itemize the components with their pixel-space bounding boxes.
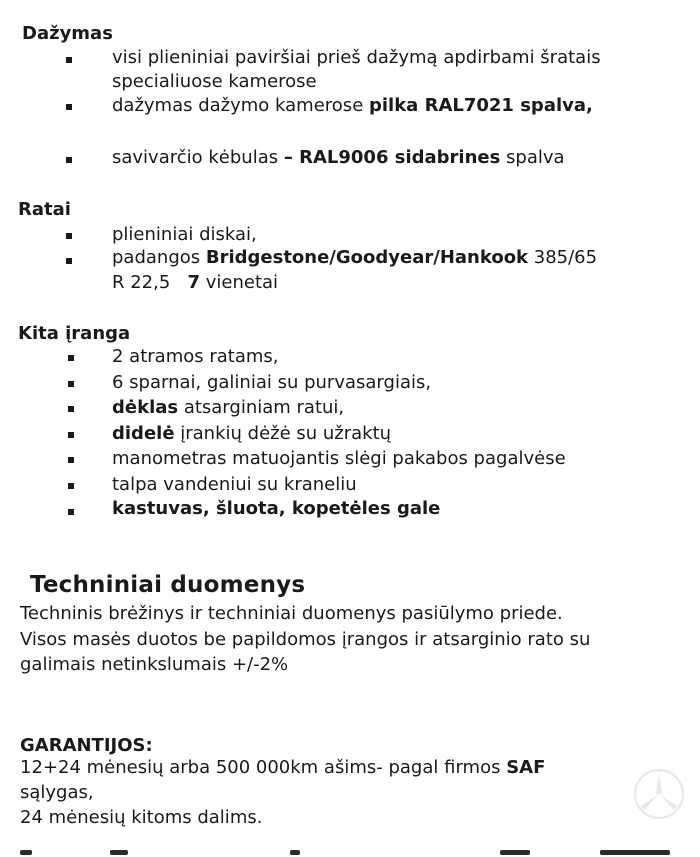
bullet-icon (68, 483, 74, 489)
bullet-icon (66, 233, 72, 239)
section-title-garantijos: GARANTIJOS: (20, 735, 153, 756)
bullet-icon (68, 406, 74, 412)
item-bold-text: didelė (112, 423, 175, 444)
item-text: 385/65 (528, 247, 598, 268)
item-text: 12+24 mėnesių arba 500 000km ašims- pagal firmos (20, 757, 507, 778)
item-text: atsarginiam ratui, (178, 397, 345, 418)
paragraph-line: 24 mėnesių kitoms dalims. (20, 807, 263, 828)
item-bold-text: kastuvas, šluota, kopetėles gale (112, 498, 441, 519)
list-item: visi plieniniai paviršiai prieš dažymą apdirbami šratais (112, 47, 601, 68)
item-text: spalva (500, 147, 565, 168)
item-text: įrankių dėžė su užraktų (174, 423, 392, 444)
bullet-icon (68, 432, 74, 438)
mercedes-star-icon (632, 767, 686, 821)
list-item (112, 422, 391, 446)
list-item-continuation (112, 271, 278, 295)
list-item: manometras matuojantis slėgi pakabos pagalvėse (112, 448, 566, 469)
list-item (112, 94, 593, 118)
section-title-techniniai-duomenys: Techniniai duomenys (30, 572, 306, 598)
bullet-icon (66, 258, 72, 264)
paragraph-line: sąlygas, (20, 782, 94, 803)
item-bold-text: Bridgestone/Goodyear/Hankook (205, 247, 529, 268)
paragraph-line (20, 756, 545, 780)
item-text: R 22,5 (112, 272, 188, 293)
bullet-icon (68, 457, 74, 463)
item-bold-text: SAF (506, 757, 546, 778)
item-text: vienetai (200, 272, 279, 293)
item-text: dažymas dažymo kamerose (112, 95, 369, 116)
bullet-icon (68, 355, 74, 361)
paragraph-line: Techninis brėžinys ir techniniai duomenys pasiūlymo priede. (20, 603, 563, 624)
paragraph-line: Visos masės duotos be papildomos įrangos ir atsarginio rato su (20, 629, 591, 650)
item-bold-text: 7 (187, 272, 201, 293)
section-title-kita-iranga: Kita įranga (18, 323, 131, 344)
bullet-icon (66, 104, 72, 110)
item-text: padangos (112, 247, 206, 268)
item-text: savivarčio kėbulas (112, 147, 284, 168)
list-item-continuation: specialiuose kamerose (112, 71, 317, 92)
section-title-ratai: Ratai (18, 199, 71, 220)
item-bold-text: pilka RAL7021 spalva, (368, 95, 593, 116)
list-item: 2 atramos ratams, (112, 346, 279, 367)
list-item: plieniniai diskai, (112, 224, 257, 245)
bullet-icon (68, 381, 74, 387)
item-bold-text: dėklas (112, 397, 179, 418)
bullet-icon (66, 57, 72, 63)
item-bold-text: – RAL9006 sidabrines (283, 147, 501, 168)
paragraph-line: galimais netinkslumais +/-2% (20, 654, 289, 675)
cropped-text-fragments (0, 848, 700, 857)
list-item (112, 246, 597, 270)
list-item (112, 146, 565, 170)
bullet-icon (66, 157, 72, 163)
list-item (112, 497, 440, 521)
list-item: 6 sparnai, galiniai su purvasargiais, (112, 372, 432, 393)
section-title-dazymas: Dažymas (22, 23, 113, 44)
bullet-icon (68, 509, 74, 515)
list-item (112, 396, 344, 420)
list-item: talpa vandeniui su kraneliu (112, 474, 357, 495)
